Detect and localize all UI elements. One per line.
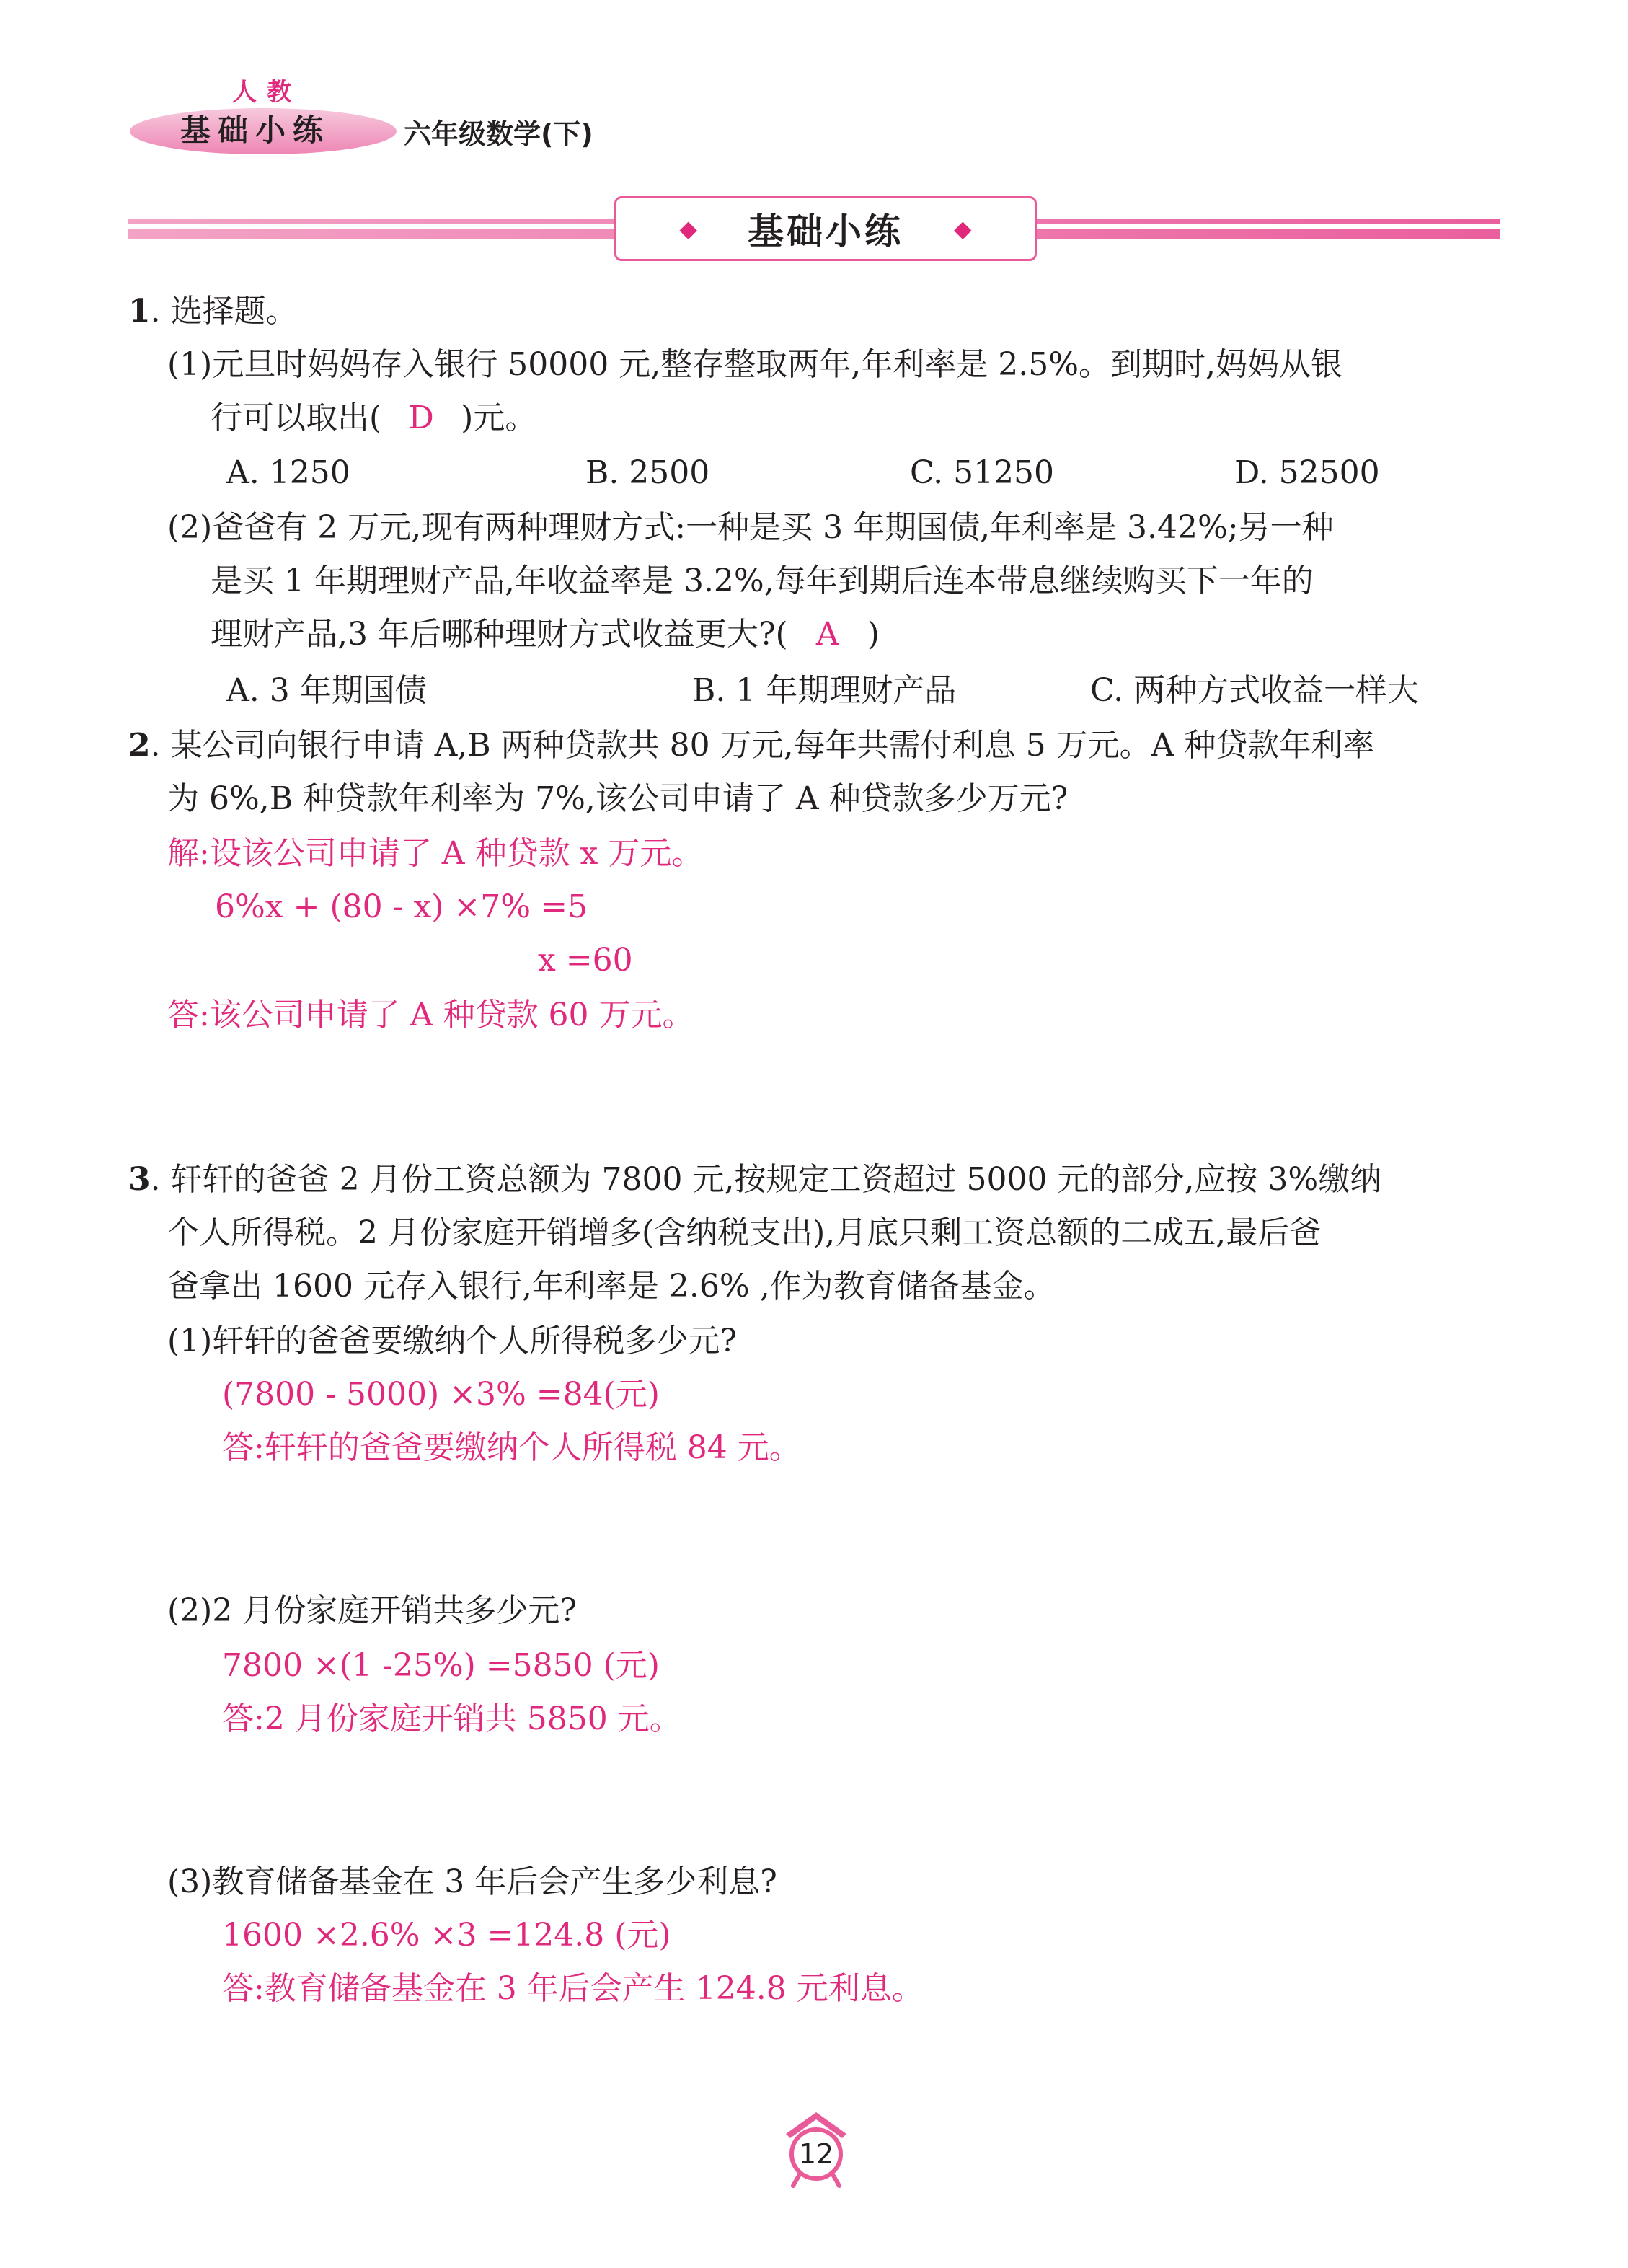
- q3-p2-calc: 7800 ×(1 -25%) =5850 (元): [222, 1647, 660, 1684]
- diamond-icon: ◆: [679, 215, 697, 242]
- q3-p3-question: (3)教育储备基金在 3 年后会产生多少利息?: [167, 1863, 777, 1900]
- q2-line2: 为 6%,B 种贷款年利率为 7%,该公司申请了 A 种贷款多少万元?: [167, 780, 1069, 817]
- brand-publisher: 人教: [232, 78, 301, 107]
- q3-p1-question: (1)轩轩的爸爸要缴纳个人所得税多少元?: [167, 1323, 737, 1359]
- q1-title: . 选择题。: [150, 293, 298, 330]
- q2-line1: [128, 725, 1374, 766]
- grade-subject: 六年级数学(下): [404, 118, 593, 150]
- q1-p2-option-a: A. 3 年期国债: [226, 672, 427, 709]
- q2-solution-equation: 6%x + (80 - x) ×7% =5: [215, 888, 588, 925]
- q2-solution-setup: 解:设该公司申请了 A 种贷款 x 万元。: [167, 835, 704, 872]
- q1-p2-line1: (2)爸爸有 2 万元,现有两种理财方式:一种是买 3 年期国债,年利率是 3.42%;另一种: [167, 509, 1334, 546]
- q3-p3-calc: 1600 ×2.6% ×3 =124.8 (元): [222, 1917, 671, 1954]
- q2-text: . 某公司向银行申请 A,B 两种贷款共 80 万元,每年共需付利息 5 万元。A 种贷款年利率: [150, 727, 1375, 764]
- q1-p2-text-end: ): [867, 616, 880, 653]
- q1-p1-line1: (1)元旦时妈妈存入银行 50000 元,整存整取两年,年利率是 2.5%。到期时,妈妈从银: [167, 346, 1342, 383]
- q1-p2-text: 理财产品,3 年后哪种理财方式收益更大?(: [211, 616, 788, 653]
- q1-p1-option-d: D. 52500: [1234, 454, 1380, 491]
- q3-text: . 轩轩的爸爸 2 月份工资总额为 7800 元,按规定工资超过 5000 元的部分,应按 3%缴纳: [150, 1161, 1382, 1198]
- q3-p2-answer: 答:2 月份家庭开销共 5850 元。: [222, 1700, 681, 1737]
- section-title-box: [614, 196, 1037, 261]
- q3-line1: [128, 1160, 1381, 1200]
- q3-p1-calc: (7800 - 5000) ×3% =84(元): [222, 1376, 660, 1413]
- q1-p2-option-b: B. 1 年期理财产品: [692, 672, 957, 709]
- q3-p2-question: (2)2 月份家庭开销共多少元?: [167, 1592, 577, 1629]
- q1-heading: [128, 291, 298, 332]
- q1-p2-line2: 是买 1 年期理财产品,年收益率是 3.2%,每年到期后连本带息继续购买下一年的: [211, 562, 1314, 599]
- q1-p1-option-c: C. 51250: [910, 454, 1055, 491]
- q1-p1-answer: D: [408, 400, 434, 436]
- q1-p2-option-c: C. 两种方式收益一样大: [1090, 672, 1420, 709]
- brand-title: 基础小练: [180, 112, 331, 148]
- q2-number: 2: [128, 727, 151, 764]
- q1-p1-option-a: A. 1250: [226, 454, 350, 491]
- q1-p2-answer: A: [815, 616, 839, 653]
- section-title: 基础小练: [748, 211, 903, 252]
- q1-p2-line3: [211, 614, 880, 655]
- q1-p1-text: 行可以取出(: [211, 400, 382, 436]
- page-number-badge: [780, 2109, 852, 2189]
- diamond-icon: ◆: [954, 215, 972, 242]
- q1-p1-option-b: B. 2500: [585, 454, 710, 491]
- q1-number: 1: [128, 293, 151, 330]
- page-number: 12: [798, 2138, 834, 2170]
- q2-answer: 答:该公司申请了 A 种贷款 60 万元。: [167, 997, 694, 1033]
- q2-solution-result: x =60: [538, 942, 633, 979]
- q3-line2: 个人所得税。2 月份家庭开销增多(含纳税支出),月底只剩工资总额的二成五,最后爸: [167, 1214, 1322, 1251]
- q1-p1-line2: [211, 398, 536, 438]
- q3-p1-answer: 答:轩轩的爸爸要缴纳个人所得税 84 元。: [222, 1429, 801, 1466]
- q3-number: 3: [128, 1161, 151, 1198]
- q3-line3: 爸拿出 1600 元存入银行,年利率是 2.6% ,作为教育储备基金。: [167, 1268, 1056, 1305]
- q1-p1-text-end: )元。: [461, 400, 537, 436]
- q3-p3-answer: 答:教育储备基金在 3 年后会产生 124.8 元利息。: [222, 1970, 924, 2007]
